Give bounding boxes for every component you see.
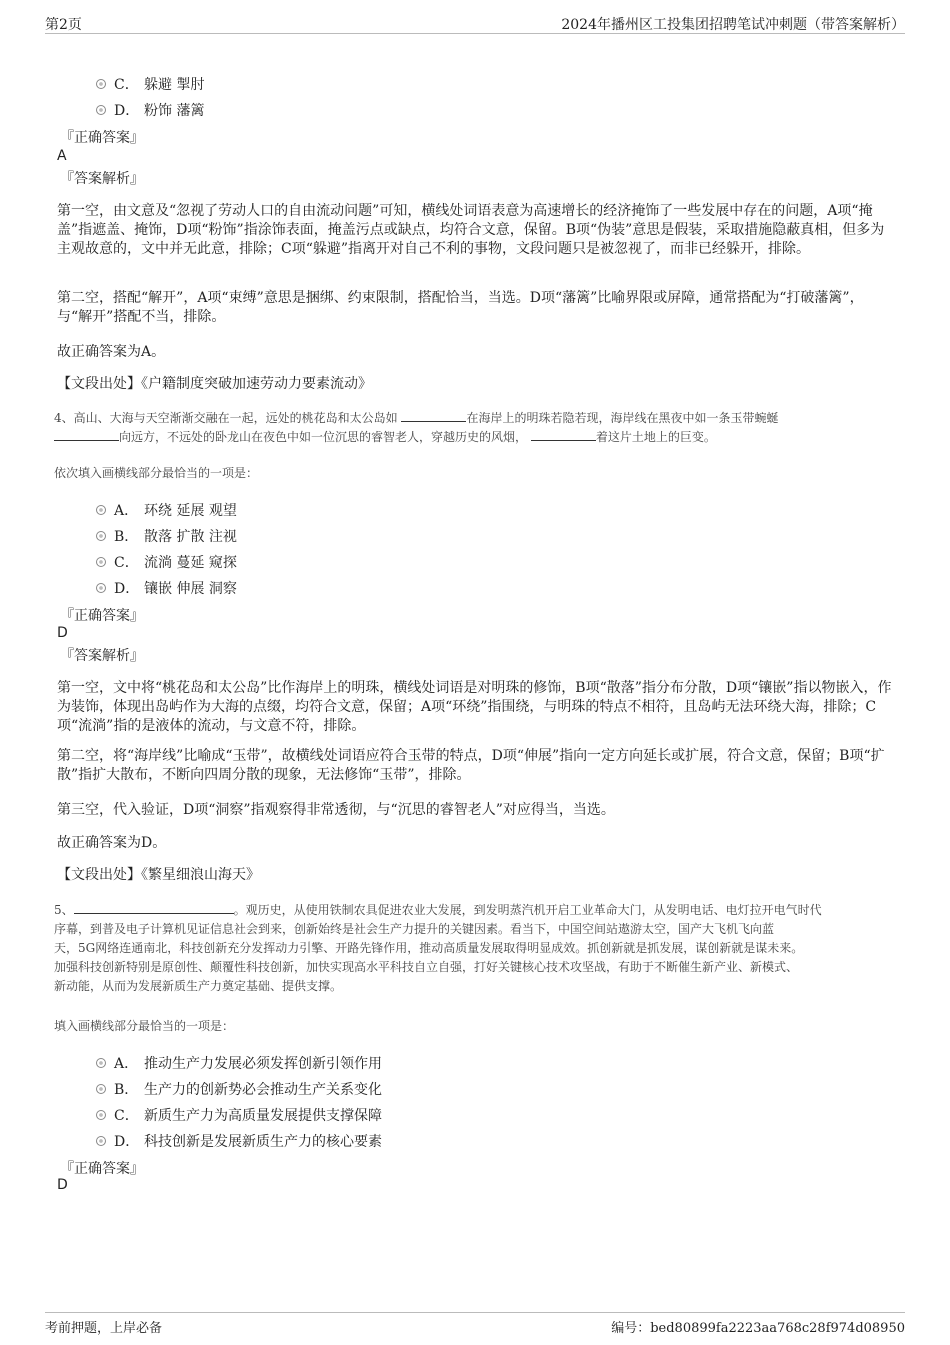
question-stem: 4、高山、大海与天空渐渐交融在一起，远处的桃花岛和太公岛如 在海岸上的明珠若隐若现，海岸线在黑夜中如一条玉带蜿蜒 向远方，不远处的卧龙山在夜色中如一位沉思的睿智老人，穿越历史的风烟， 着这片土地上的巨变。	[54, 411, 779, 444]
option-c[interactable]: C． 流淌 蔓延 窥探	[96, 552, 237, 572]
radio-icon[interactable]	[96, 583, 106, 593]
radio-icon[interactable]	[96, 1058, 106, 1068]
source-citation: 【文段出处】《户籍制度突破加速劳动力要素流动》	[57, 376, 372, 392]
radio-icon[interactable]	[96, 505, 106, 515]
option-d[interactable]: D． 镶嵌 伸展 洞察	[96, 578, 237, 598]
answer-tag: 『正确答案』	[60, 130, 144, 146]
radio-icon[interactable]	[96, 105, 106, 115]
option-a[interactable]: A． 推动生产力发展必须发挥创新引领作用	[96, 1053, 382, 1073]
fill-blank	[531, 429, 596, 441]
source-citation: 【文段出处】《繁星细浪山海天》	[57, 867, 260, 883]
answer-value: A	[57, 148, 67, 164]
question-prompt: 依次填入画横线部分最恰当的一项是：	[54, 466, 259, 480]
page-header	[45, 12, 905, 34]
radio-icon[interactable]	[96, 1084, 106, 1094]
radio-icon[interactable]	[96, 557, 106, 567]
option-c[interactable]: C． 躲避 掣肘	[96, 74, 204, 94]
analysis-conclusion: 故正确答案为D。	[57, 835, 167, 851]
analysis-paragraph: 第二空，将“海岸线”比喻成“玉带”，故横线处词语应符合玉带的特点，D项“伸展”指向一定方向延长或扩展，符合文意，保留；B项“扩散”指扩大散布，不断向四周分散的现象，无法修饰“玉带”，排除。	[57, 748, 885, 783]
option-c[interactable]: C． 新质生产力为高质量发展提供支撑保障	[96, 1105, 382, 1125]
analysis-paragraph: 第二空，搭配“解开”，A项“束缚”意思是捆绑、约束限制，搭配恰当，当选。D项“藩篱”比喻界限或屏障，通常搭配为“打破藩篱”，与“解开”搭配不当，排除。	[57, 290, 864, 325]
analysis-paragraph: 第一空，由文意及“忽视了劳动人口的自由流动问题”可知，横线处词语表意为高速增长的经济掩饰了一些发展中存在的问题，A项“掩盖”指遮盖、掩饰，D项“粉饰”指涂饰表面，掩盖污点或缺点，均符合文意，保留。B项“伪装”意思是假装，采取措施隐蔽真相，但多为主观故意的，文中并无此意，排除；C项“躲避”指离开对自己不利的事物，文段问题只是被忽视了，而非已经躲开，排除。	[57, 203, 885, 257]
fill-blank	[74, 902, 234, 914]
footer-slogan: 考前押题，上岸必备	[45, 1321, 163, 1336]
question-stem: 5、 。观历史，从使用铁制农具促进农业大发展，到发明蒸汽机开启工业革命大门，从发明电话、电灯拉开电气时代 序幕，到普及电子计算机见证信息社会到来，创新始终是社会生产力提升的关键因素。看当下，中国空间站遨游太空，国产大飞机飞向蓝 天，5G网络连通南北，科技创新充分发挥动力引擎、开路先锋作用，推动高质量发展取得明显成效。抓创新就是抓发展，谋创新就是谋未来。 加强科技创新特别是原创性、颠覆性科技创新，加快实现高水平科技自立自强，打好关键核心技术攻坚战，有助于不断催生新产业、新模式、 新动能，从而为发展新质生产力奠定基础、提供支撑。	[54, 903, 822, 993]
option-b[interactable]: B． 散落 扩散 注视	[96, 526, 237, 546]
answer-value: D	[57, 1177, 68, 1193]
document-title: 2024年播州区工投集团招聘笔试冲刺题（带答案解析）	[561, 17, 905, 33]
option-a[interactable]: A． 环绕 延展 观望	[96, 500, 237, 520]
fill-blank	[401, 410, 466, 422]
option-d[interactable]: D． 粉饰 藩篱	[96, 100, 204, 120]
analysis-tag: 『答案解析』	[60, 171, 144, 187]
analysis-tag: 『答案解析』	[60, 648, 144, 664]
radio-icon[interactable]	[96, 531, 106, 541]
analysis-conclusion: 故正确答案为A。	[57, 344, 166, 360]
analysis-paragraph: 第三空，代入验证，D项“洞察”指观察得非常透彻，与“沉思的睿智老人”对应得当，当选。	[57, 802, 615, 818]
page-number: 第2页	[45, 17, 82, 33]
option-b[interactable]: B． 生产力的创新势必会推动生产关系变化	[96, 1079, 382, 1099]
document-id: 编号：bed80899fa2223aa768c28f974d08950	[611, 1321, 905, 1336]
option-d[interactable]: D． 科技创新是发展新质生产力的核心要素	[96, 1131, 382, 1151]
answer-tag: 『正确答案』	[60, 608, 144, 624]
analysis-paragraph: 第一空，文中将“桃花岛和太公岛”比作海岸上的明珠，横线处词语是对明珠的修饰，B项“散落”指分布分散，D项“镶嵌”指以物嵌入，作为装饰，体现出岛屿作为大海的点缀，均符合文意，保留；A项“环绕”指围绕，与明珠的特点不相符，且岛屿无法环绕大海，排除；C项“流淌”指的是液体的流动，与文意不符，排除。	[57, 680, 892, 734]
radio-icon[interactable]	[96, 1136, 106, 1146]
question-prompt: 填入画横线部分最恰当的一项是：	[54, 1019, 235, 1033]
fill-blank	[54, 429, 119, 441]
radio-icon[interactable]	[96, 1110, 106, 1120]
answer-tag: 『正确答案』	[60, 1161, 144, 1177]
radio-icon[interactable]	[96, 79, 106, 89]
page-footer	[45, 1312, 905, 1336]
answer-value: D	[57, 625, 68, 641]
